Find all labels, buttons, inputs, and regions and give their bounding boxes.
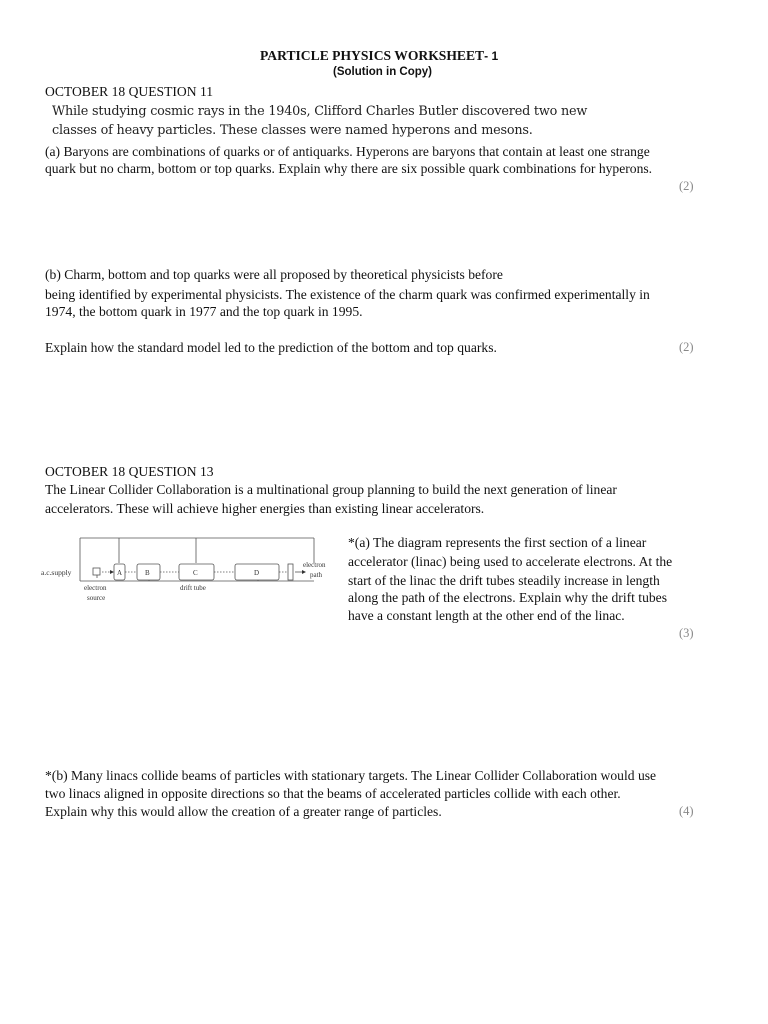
q11b-text-line: being identified by experimental physicists. The existence of the charm quark was confirmed experimentally in [45,287,650,302]
electron-source-box [93,568,100,575]
q13a-marks: (3) [679,626,694,640]
q11-intro-line: classes of heavy particles. These classes were named hyperons and mesons. [52,123,533,138]
q13b-text-line: two linacs aligned in opposite directions so that the beams of accelerated particles collide with each other. [45,786,621,801]
electron-source-label: source [87,594,106,602]
q13b-text-line: *(b) Many linacs collide beams of particles with stationary targets. The Linear Collider Collaboration would use [45,768,657,783]
q11a-marks: (2) [679,179,694,193]
q13b-marks: (4) [679,804,694,818]
q13a-text-line: have a constant length at the other end of the linac. [348,608,625,623]
q13b-text-line: Explain why this would allow the creation of a greater range of particles. [45,804,442,819]
drift-tube-end [288,564,293,580]
q11b-text-line: 1974, the bottom quark in 1977 and the top quark in 1995. [45,304,363,319]
worksheet-title-main: PARTICLE PHYSICS WORKSHEET [260,48,485,63]
tube-a-label: A [117,569,123,577]
q11b-text-line: (b) Charm, bottom and top quarks were all proposed by theoretical physicists before [45,267,503,282]
drift-tube-label: drift tube [180,584,206,592]
electron-path-label: electron [303,561,326,569]
beam-arrow [110,570,114,574]
q13a-text-line: along the path of the electrons. Explain why the drift tubes [348,590,667,605]
q11-intro-line: While studying cosmic rays in the 1940s, Clifford Charles Butler discovered two new [52,104,588,119]
tube-d-label: D [254,569,260,577]
q13a-text-line: start of the linac the drift tubes steadily increase in length [348,573,660,588]
q11b-marks: (2) [679,340,694,354]
electron-source-label: electron [84,584,107,592]
q13-heading: OCTOBER 18 QUESTION 13 [45,464,214,479]
ac-supply-label: a.c.supply [41,568,72,577]
q13a-text-line: *(a) The diagram represents the first section of a linear [348,535,647,550]
q11b-question: Explain how the standard model led to the prediction of the bottom and top quarks. [45,340,497,355]
q13-intro-line: accelerators. These will achieve higher energies than existing linear accelerators. [45,501,485,516]
tube-c-label: C [193,569,198,577]
q13-intro-line: The Linear Collider Collaboration is a multinational group planning to build the next generation of linear [45,482,617,497]
q11-heading: OCTOBER 18 QUESTION 11 [45,84,214,99]
beam-arrow [302,570,306,574]
worksheet-title-suffix: - 1 [484,49,499,63]
worksheet-subtitle: (Solution in Copy) [333,66,433,78]
linac-diagram [38,530,338,610]
tube-b-label: B [145,569,150,577]
electron-path-label: path [310,571,323,579]
worksheet-title [260,48,498,64]
q11a-text-line: (a) Baryons are combinations of quarks or of antiquarks. Hyperons are baryons that contain at least one strange [45,144,650,159]
q13a-text-line: accelerator (linac) being used to accelerate electrons. At the [348,554,673,569]
q11a-text-line: quark but no charm, bottom or top quarks. Explain why there are six possible quark combinations for hyperons. [45,161,653,176]
